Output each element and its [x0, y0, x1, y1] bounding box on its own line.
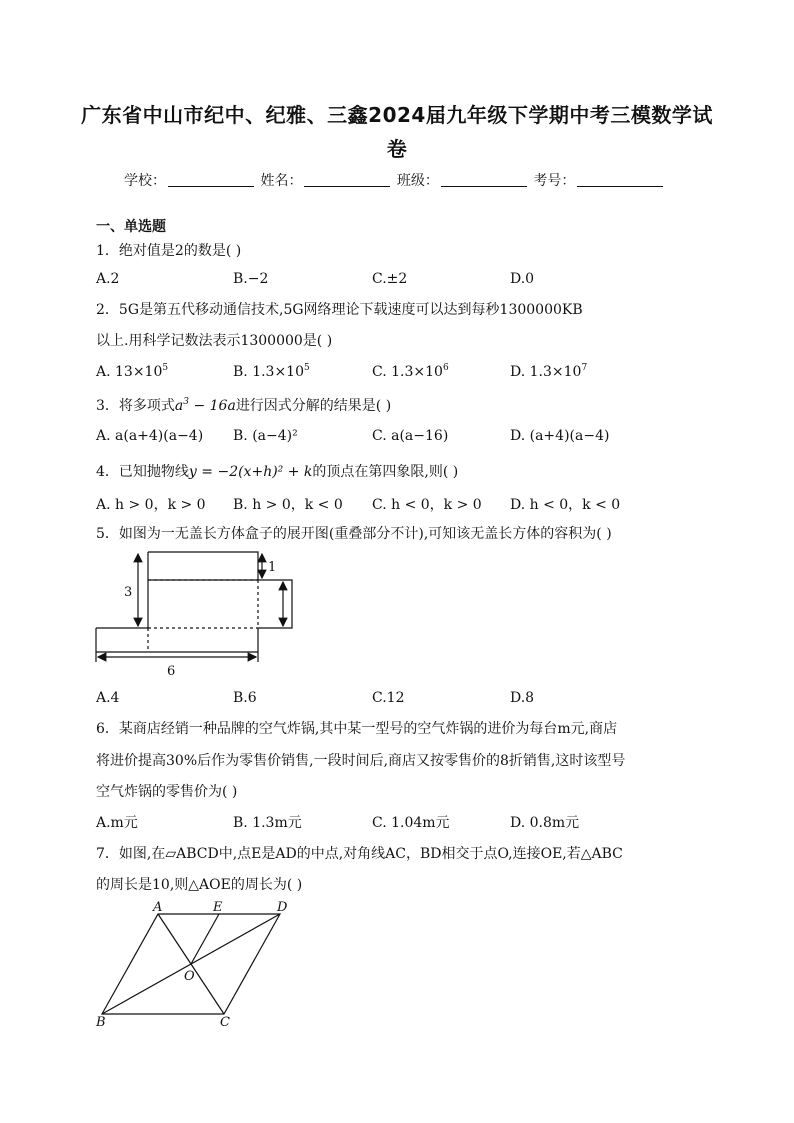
- q4-option-b[interactable]: B. h > 0，k < 0: [233, 497, 343, 513]
- q5-box-net-figure: [90, 548, 300, 680]
- exam-number-label: 考号：: [533, 173, 576, 189]
- exam-title: [60, 98, 734, 166]
- student-info-row: [124, 170, 665, 190]
- q7-parallelogram-figure: [90, 898, 300, 1030]
- q6-stem-line-1: 6．某商店经销一种品牌的空气炸锅,其中某一型号的空气炸锅的进价为每台m元,商店: [96, 721, 618, 737]
- title-line-1: 广东省中山市纪中、纪雅、三鑫2024届九年级下学期中考三模数学试: [81, 103, 713, 127]
- name-label: 姓名：: [260, 173, 303, 189]
- section-heading: 一、单选题: [96, 219, 166, 235]
- q3-stem: [96, 395, 391, 415]
- q2-option-a-text: A. 13×10: [96, 364, 163, 380]
- q6-option-b[interactable]: B. 1.3m元: [233, 815, 302, 831]
- q3-stem-post: 进行因式分解的结果是( ): [235, 398, 392, 414]
- q6-option-a[interactable]: A.m元: [96, 815, 138, 831]
- q3-option-b[interactable]: B. (a−4)²: [233, 428, 298, 444]
- q7-point-d: D: [277, 900, 288, 915]
- q2-option-c-exp: 6: [442, 363, 449, 373]
- q5-option-a[interactable]: A.4: [96, 690, 120, 706]
- q6-stem-line-3: 空气炸锅的零售价为( ): [96, 784, 238, 800]
- q2-option-d-text: D. 1.3×10: [510, 364, 582, 380]
- q7-point-b: B: [96, 1015, 106, 1030]
- q2-stem-line-1: 2．5G是第五代移动通信技术,5G网络理论下载速度可以达到每秒1300000KB: [96, 302, 583, 318]
- q6-option-c[interactable]: C. 1.04m元: [372, 815, 450, 831]
- q5-option-c[interactable]: C.12: [372, 690, 405, 706]
- q2-option-c-text: C. 1.3×10: [372, 364, 443, 380]
- q5-stem: 5．如图为一无盖长方体盒子的展开图(重叠部分不计),可知该无盖长方体的容积为( ): [96, 526, 612, 542]
- q2-option-c[interactable]: [372, 364, 449, 380]
- q1-option-c[interactable]: C.±2: [372, 271, 408, 287]
- q1-stem: 1．绝对值是2的数是( ): [96, 243, 242, 259]
- title-line-2: 卷: [386, 137, 408, 161]
- q1-option-b[interactable]: B.−2: [233, 271, 269, 287]
- q2-stem-line-2: 以上.用科学记数法表示1300000是( ): [96, 333, 333, 349]
- q7-point-c: C: [220, 1015, 230, 1030]
- q7-point-o: O: [184, 969, 195, 984]
- q3-polynomial: $a^3 - 16a$: [174, 397, 236, 414]
- q7-point-a: A: [153, 900, 163, 915]
- q7-point-e: E: [213, 900, 223, 915]
- q5-option-b[interactable]: B.6: [233, 690, 257, 706]
- q4-option-a[interactable]: A. h > 0，k > 0: [96, 497, 206, 513]
- q5-label-6: 6: [167, 664, 176, 679]
- q3-stem-pre: 3．将多项式: [96, 398, 175, 414]
- q3-option-a[interactable]: A. a(a+4)(a−4): [96, 428, 204, 444]
- school-blank[interactable]: [168, 173, 254, 187]
- q6-stem-line-2: 将进价提高30%后作为零售价销售,一段时间后,商店又按零售价的8折销售,这时该型号: [96, 753, 626, 769]
- q6-option-d[interactable]: D. 0.8m元: [510, 815, 580, 831]
- class-blank[interactable]: [441, 173, 527, 187]
- q2-option-a[interactable]: [96, 364, 168, 380]
- q4-stem-pre: 4．已知抛物线: [96, 464, 189, 480]
- q3-option-d[interactable]: D. (a+4)(a−4): [510, 428, 610, 444]
- q1-option-a[interactable]: A.2: [96, 271, 120, 287]
- q4-option-d[interactable]: D. h < 0，k < 0: [510, 497, 621, 513]
- class-label: 班级：: [396, 173, 439, 189]
- q1-option-d[interactable]: D.0: [510, 271, 535, 287]
- q5-option-d[interactable]: D.8: [510, 690, 535, 706]
- q3-option-c[interactable]: C. a(a−16): [372, 428, 449, 444]
- q5-label-1: 1: [268, 560, 277, 575]
- exam-number-blank[interactable]: [577, 173, 663, 187]
- q4-stem: [96, 461, 458, 481]
- q7-stem-line-2: 的周长是10,则△AOE的周长为( ): [96, 877, 303, 893]
- q2-option-b[interactable]: [233, 364, 310, 380]
- q2-option-d-exp: 7: [581, 363, 588, 373]
- school-label: 学校：: [124, 173, 166, 189]
- q7-stem-line-1: 7．如图,在▱ABCD中,点E是AD的中点,对角线AC，BD相交于点O,连接OE,若△ABC: [96, 846, 623, 862]
- q2-option-b-exp: 5: [304, 363, 310, 373]
- q4-stem-post: 的顶点在第四象限,则( ): [312, 464, 459, 480]
- q2-option-a-exp: 5: [162, 363, 169, 373]
- q4-parabola: y = −2(x+h)² + k: [188, 464, 313, 480]
- q4-option-c[interactable]: C. h < 0，k > 0: [372, 497, 482, 513]
- q2-option-b-text: B. 1.3×10: [233, 364, 304, 380]
- q2-option-d[interactable]: [510, 364, 587, 380]
- q5-label-3: 3: [124, 585, 133, 600]
- name-blank[interactable]: [304, 173, 390, 187]
